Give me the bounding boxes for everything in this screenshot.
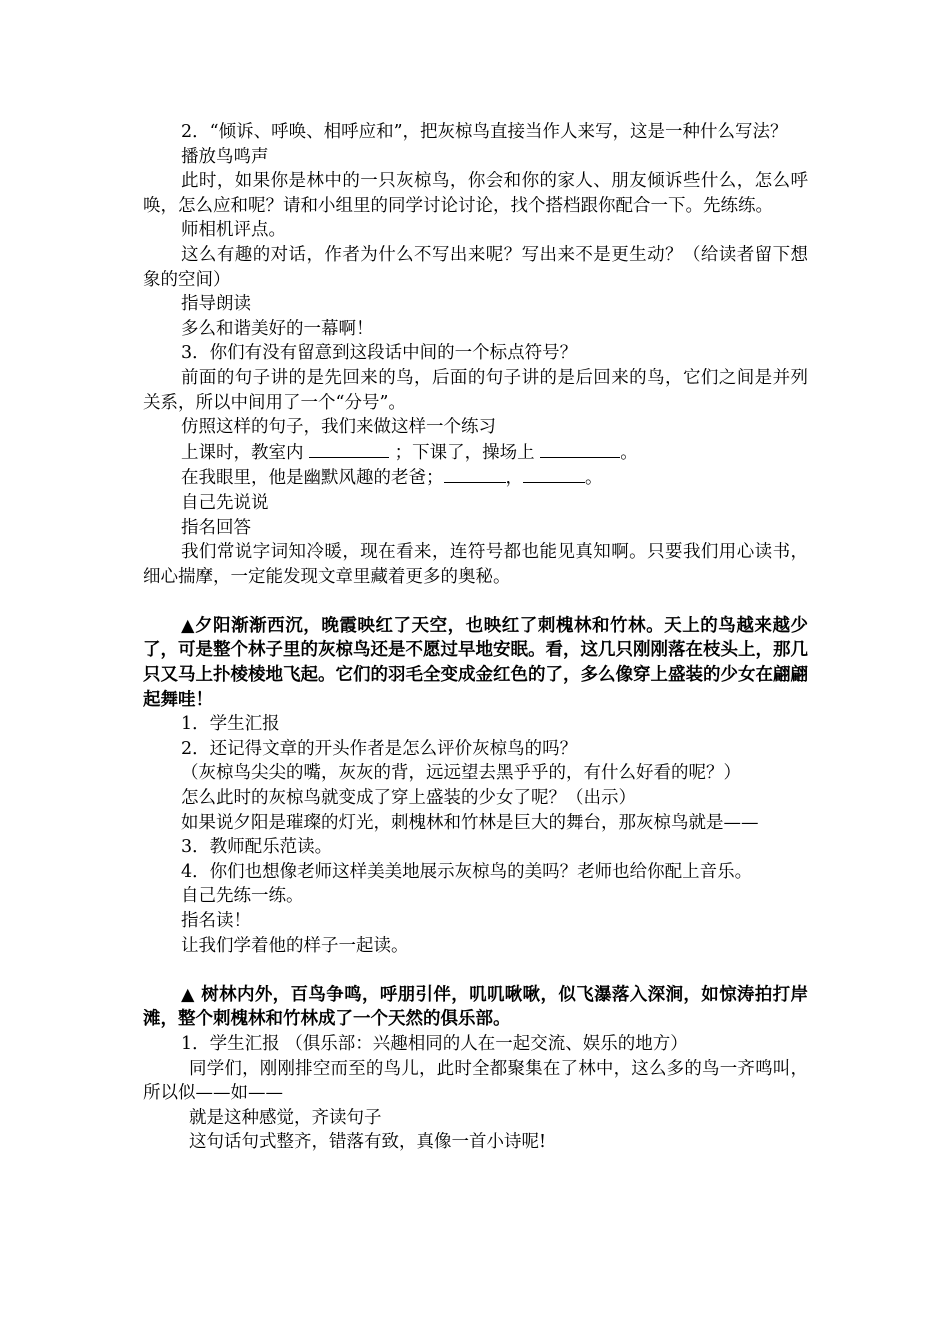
paragraph: 播放鸟鸣声 (181, 146, 269, 167)
paragraph: 2．还记得文章的开头作者是怎么评价灰椋鸟的吗？ (181, 738, 578, 759)
paragraph: 自己先说说 (181, 492, 269, 513)
paragraph: 多么和谐美好的一幕啊！ (181, 318, 374, 339)
exercise-line-2 (143, 465, 808, 491)
paragraph: 1．学生汇报 （俱乐部：兴趣相同的人在一起交流、娱乐的地方） (181, 1033, 688, 1054)
fill-blank (523, 465, 585, 483)
exercise-text: 。 (620, 442, 638, 463)
paragraph: 3．你们有没有留意到这段话中间的一个标点符号？ (181, 343, 578, 364)
paragraph: 这么有趣的对话，作者为什么不写出来呢？写出来不是更生动？（给读者留下想象的空间） (143, 244, 808, 290)
paragraph: 如果说夕阳是璀璨的灯光，刺槐林和竹林是巨大的舞台，那灰椋鸟就是—— (181, 812, 759, 833)
paragraph: 让我们学着他的样子一起读。 (181, 935, 409, 956)
paragraph: 3．教师配乐范读。 (181, 837, 333, 858)
exercise-text: 。 (585, 468, 603, 489)
fill-blank (540, 440, 620, 458)
paragraph: 1．学生汇报 (181, 714, 280, 735)
fill-blank (444, 465, 506, 483)
paragraph: 指名读！ (181, 911, 251, 931)
section-heading: ▲ 树林内外，百鸟争鸣，呼朋引伴，叽叽啾啾，似飞瀑落入深涧，如惊涛拍打岸滩，整个刺槐林和竹林成了一个天然的俱乐部。 (143, 984, 808, 1030)
spacer (143, 958, 808, 983)
paragraph: 自己先练一练。 (181, 886, 304, 907)
paragraph: 指名回答 (181, 517, 251, 538)
paragraph: 前面的句子讲的是先回来的鸟，后面的句子讲的是后回来的鸟，它们之间是并列关系，所以中间用了一个“分号”。 (143, 367, 808, 413)
paragraph: 师相机评点。 (181, 220, 286, 241)
paragraph: 怎么此时的灰椋鸟就变成了穿上盛装的少女了呢？（出示） (181, 788, 636, 809)
paragraph: 4．你们也想像老师这样美美地展示灰椋鸟的美吗？老师也给你配上音乐。 (181, 861, 753, 882)
exercise-text: 上课时，教室内 (181, 442, 310, 463)
spacer (143, 589, 808, 614)
paragraph: 同学们，刚刚排空而至的鸟儿，此时全都聚集在了林中，这么多的鸟一齐鸣叫，所以似——如—— (143, 1058, 808, 1104)
exercise-text: 在我眼里，他是幽默风趣的老爸； (181, 468, 444, 489)
document-body (143, 120, 808, 1155)
paragraph: 此时，如果你是林中的一只灰椋鸟，你会和你的家人、朋友倾诉些什么，怎么呼唤，怎么应和呢？请和小组里的同学讨论讨论，找个搭档跟你配合一下。先练练。 (143, 171, 808, 216)
fill-blank (309, 440, 389, 458)
exercise-line-1 (143, 440, 808, 466)
paragraph: 这句话句式整齐，错落有致，真像一首小诗呢! (189, 1132, 547, 1153)
paragraph: 2．“倾诉、呼唤、相呼应和”，把灰椋鸟直接当作人来写，这是一种什么写法？ (181, 122, 788, 142)
exercise-text: ， (505, 468, 523, 489)
paragraph: 仿照这样的句子，我们来做这样一个练习 (181, 417, 496, 438)
section-heading: ▲夕阳渐渐西沉，晚霞映红了天空，也映红了刺槐林和竹林。天上的鸟越来越少了，可是整个林子里的灰椋鸟还是不愿过早地安眠。看，这几只刚刚落在枝头上，那几只又马上扑棱棱地飞起。它们的羽毛全变成金红色的了，多么像穿上盛装的少女在翩翩起舞哇！ (143, 615, 808, 710)
paragraph: 我们常说字词知冷暖，现在看来，连符号都也能见真知啊。只要我们用心读书，细心揣摩，一定能发现文章里藏着更多的奥秘。 (143, 542, 808, 587)
paragraph: 指导朗读 (181, 294, 251, 315)
exercise-text: ；下课了，操场上 (389, 442, 541, 463)
paragraph: 就是这种感觉，齐读句子 (189, 1107, 382, 1128)
paragraph: （灰椋鸟尖尖的嘴，灰灰的背，远远望去黑乎乎的，有什么好看的呢？） (181, 763, 741, 784)
